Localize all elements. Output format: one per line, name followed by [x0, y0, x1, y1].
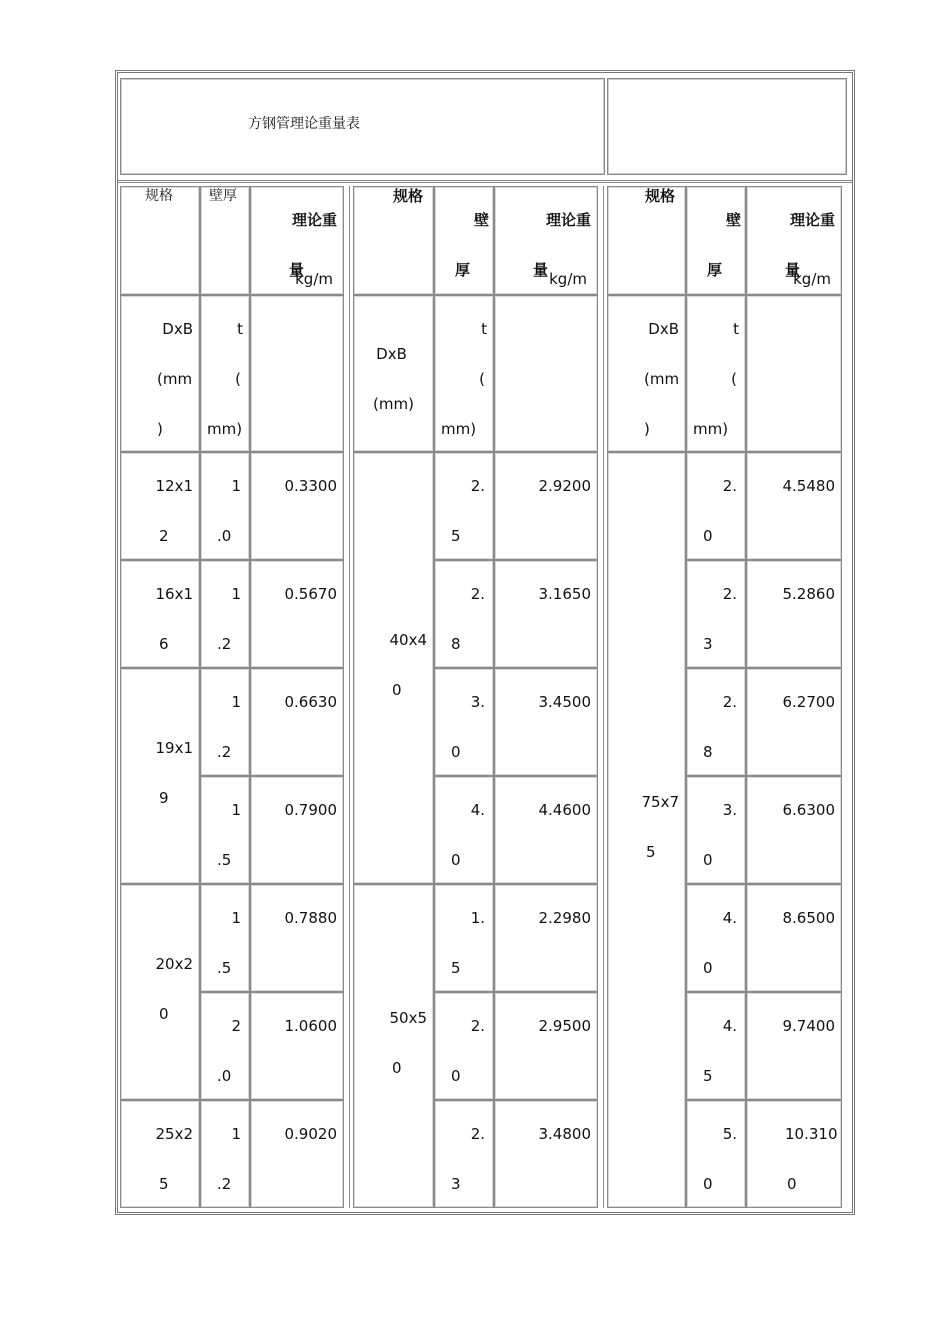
- cell-text: .0: [217, 1067, 232, 1085]
- cell-text: 1: [231, 477, 241, 495]
- cell-text: 3.: [722, 801, 737, 819]
- cell-text: 壁: [725, 211, 741, 229]
- cell-text: t: [481, 320, 487, 338]
- cell-text: DxB: [648, 320, 679, 338]
- thickness-cell: [200, 992, 250, 1100]
- cell-text: 0: [703, 959, 713, 977]
- spec-cell: [353, 884, 434, 1208]
- unit-t: [686, 295, 746, 452]
- cell-text: .0: [217, 527, 232, 545]
- cell-text: 50x5: [389, 1009, 427, 1027]
- unit-dxb: [607, 295, 686, 452]
- weight-cell: [250, 992, 344, 1100]
- weight-cell: [250, 1100, 344, 1208]
- thickness-cell: [434, 884, 494, 992]
- title-empty-cell: [607, 78, 847, 175]
- thickness-cell: [686, 884, 746, 992]
- cell-text: 5: [703, 1067, 713, 1085]
- weight-cell: [250, 776, 344, 884]
- cell-text: 理论重: [545, 211, 591, 229]
- weight-cell: [494, 452, 598, 560]
- thickness-cell: [434, 560, 494, 668]
- cell-text: ): [644, 420, 650, 438]
- thickness-cell: [200, 560, 250, 668]
- thickness-cell: [686, 1100, 746, 1208]
- thickness-cell: [434, 1100, 494, 1208]
- thickness-cell: [686, 776, 746, 884]
- cell-text: 0: [703, 527, 713, 545]
- cell-text: 40x4: [389, 631, 427, 649]
- cell-text: 5: [451, 527, 461, 545]
- cell-text: t: [237, 320, 243, 338]
- weight-cell: [746, 776, 842, 884]
- weight-cell: [746, 452, 842, 560]
- cell-text: 0: [159, 1005, 169, 1023]
- cell-text: 量: [533, 261, 549, 279]
- cell-text: 1.: [470, 909, 485, 927]
- cell-text: 6: [159, 635, 169, 653]
- spec-cell: [120, 1100, 200, 1208]
- weight-cell: [250, 452, 344, 560]
- weight-cell: [494, 1100, 598, 1208]
- cell-text: 3: [703, 635, 713, 653]
- cell-text: 壁厚: [209, 188, 237, 204]
- cell-text: 1: [231, 1125, 241, 1143]
- cell-text: 1: [231, 909, 241, 927]
- cell-text: 壁: [473, 211, 489, 229]
- cell-text: (: [731, 370, 737, 388]
- spec-cell: [120, 560, 200, 668]
- cell-text: (mm: [157, 370, 193, 388]
- cell-text: 3.4800: [538, 1125, 591, 1143]
- spec-cell: [353, 452, 434, 884]
- cell-text: 8: [703, 743, 713, 761]
- cell-text: 2.9200: [538, 477, 591, 495]
- cell-text: .2: [217, 1175, 232, 1193]
- cell-text: 4.: [470, 801, 485, 819]
- cell-text: 2.: [722, 585, 737, 603]
- cell-text: .5: [217, 851, 232, 869]
- cell-text: 规格: [392, 187, 423, 205]
- weight-cell: [494, 560, 598, 668]
- cell-text: 2.9500: [538, 1017, 591, 1035]
- thickness-cell: [686, 452, 746, 560]
- thickness-cell: [686, 560, 746, 668]
- cell-text: DxB: [376, 345, 407, 363]
- header-spec: [120, 186, 200, 295]
- cell-text: (mm: [644, 370, 680, 388]
- cell-text: 0.9020: [284, 1125, 337, 1143]
- cell-text: 2.: [722, 477, 737, 495]
- cell-text: 5: [159, 1175, 169, 1193]
- header-thickness: [200, 186, 250, 295]
- thickness-cell: [434, 992, 494, 1100]
- thickness-cell: [686, 668, 746, 776]
- cell-text: 2.: [470, 585, 485, 603]
- weight-cell: [250, 668, 344, 776]
- cell-text: 1: [231, 801, 241, 819]
- cell-text: 9.7400: [782, 1017, 835, 1035]
- weight-cell: [494, 776, 598, 884]
- cell-text: 0: [703, 851, 713, 869]
- weight-cell: [494, 884, 598, 992]
- thickness-cell: [686, 992, 746, 1100]
- header-spec: [607, 186, 686, 295]
- header-thickness: [686, 186, 746, 295]
- unit-kg: [746, 270, 842, 452]
- cell-text: 12x1: [155, 477, 193, 495]
- cell-text: 5: [451, 959, 461, 977]
- thickness-cell: [200, 1100, 250, 1208]
- cell-text: t: [733, 320, 739, 338]
- unit-dxb: [353, 295, 434, 452]
- cell-text: 4.5480: [782, 477, 835, 495]
- thickness-cell: [200, 668, 250, 776]
- cell-text: 6.2700: [782, 693, 835, 711]
- weight-cell: [250, 884, 344, 992]
- weight-cell: [746, 668, 842, 776]
- unit-kg: [494, 270, 598, 452]
- cell-text: 2.: [470, 1017, 485, 1035]
- thickness-cell: [200, 776, 250, 884]
- cell-text: (: [479, 370, 485, 388]
- thickness-cell: [200, 884, 250, 992]
- cell-text: 9: [159, 789, 169, 807]
- cell-text: 0.5670: [284, 585, 337, 603]
- header-spec: [353, 186, 434, 295]
- spec-cell: [120, 668, 200, 884]
- cell-text: 4.: [722, 909, 737, 927]
- cell-text: 5.: [722, 1125, 737, 1143]
- cell-text: (mm): [373, 395, 414, 413]
- cell-text: 4.: [722, 1017, 737, 1035]
- cell-text: 0.3300: [284, 477, 337, 495]
- cell-text: 1.0600: [284, 1017, 337, 1035]
- cell-text: kg/m: [295, 270, 333, 288]
- cell-text: .5: [217, 959, 232, 977]
- cell-text: 8: [451, 635, 461, 653]
- cell-text: 2.: [470, 477, 485, 495]
- cell-text: 0: [703, 1175, 713, 1193]
- cell-text: 0: [451, 1067, 461, 1085]
- cell-text: 16x1: [155, 585, 193, 603]
- cell-text: 2.2980: [538, 909, 591, 927]
- column-gap: [343, 186, 350, 1208]
- weight-cell: [250, 560, 344, 668]
- weight-cell: [746, 992, 842, 1100]
- thickness-cell: [434, 776, 494, 884]
- cell-text: 75x7: [641, 793, 679, 811]
- thickness-cell: [434, 452, 494, 560]
- cell-text: 0.7900: [284, 801, 337, 819]
- weight-cell: [746, 560, 842, 668]
- cell-text: 厚: [455, 261, 471, 279]
- cell-text: 1: [231, 585, 241, 603]
- cell-text: 2.: [722, 693, 737, 711]
- cell-text: 2: [231, 1017, 241, 1035]
- spec-cell: [607, 452, 686, 1208]
- cell-text: mm): [441, 420, 477, 438]
- column-gap: [597, 186, 604, 1208]
- cell-text: 10.310: [785, 1125, 838, 1143]
- page-title: 方钢管理论重量表: [248, 116, 360, 132]
- cell-text: 2.: [470, 1125, 485, 1143]
- cell-text: 3: [451, 1175, 461, 1193]
- cell-text: ): [157, 420, 163, 438]
- cell-text: [354, 304, 429, 329]
- cell-text: 3.: [470, 693, 485, 711]
- weight-cell: [494, 992, 598, 1100]
- cell-text: 5: [646, 843, 656, 861]
- cell-text: 规格: [145, 188, 173, 204]
- cell-text: 20x2: [155, 955, 193, 973]
- cell-text: 0: [451, 743, 461, 761]
- cell-text: kg/m: [793, 270, 831, 288]
- title-cell: [120, 78, 605, 175]
- cell-text: 3.4500: [538, 693, 591, 711]
- thickness-cell: [200, 452, 250, 560]
- cell-text: 2: [159, 527, 169, 545]
- cell-text: 6.6300: [782, 801, 835, 819]
- cell-text: 1: [231, 693, 241, 711]
- cell-text: .2: [217, 743, 232, 761]
- cell-text: 4.4600: [538, 801, 591, 819]
- cell-text: mm): [207, 420, 243, 438]
- cell-text: 19x1: [155, 739, 193, 757]
- unit-t: [434, 295, 494, 452]
- cell-text: DxB: [162, 320, 193, 338]
- thickness-cell: [434, 668, 494, 776]
- weight-cell: [746, 1100, 842, 1208]
- cell-text: 8.6500: [782, 909, 835, 927]
- cell-text: 0.6630: [284, 693, 337, 711]
- spec-cell: [120, 884, 200, 1100]
- cell-text: 0: [787, 1175, 797, 1193]
- cell-text: .2: [217, 635, 232, 653]
- cell-text: (: [235, 370, 241, 388]
- cell-text: 0: [392, 1059, 402, 1077]
- cell-text: mm): [693, 420, 729, 438]
- spec-cell: [120, 452, 200, 560]
- unit-t: [200, 295, 250, 452]
- weight-cell: [746, 884, 842, 992]
- unit-kg: [250, 270, 344, 452]
- unit-dxb: [120, 295, 200, 452]
- cell-text: 厚: [707, 261, 723, 279]
- cell-text: 0: [392, 681, 402, 699]
- cell-text: 量: [289, 261, 305, 279]
- cell-text: 0.7880: [284, 909, 337, 927]
- cell-text: 理论重: [789, 211, 835, 229]
- cell-text: 5.2860: [782, 585, 835, 603]
- cell-text: 25x2: [155, 1125, 193, 1143]
- cell-text: 理论重: [291, 211, 337, 229]
- weight-cell: [494, 668, 598, 776]
- cell-text: 0: [451, 851, 461, 869]
- cell-text: 量: [785, 261, 801, 279]
- cell-text: 规格: [644, 187, 675, 205]
- cell-text: 3.1650: [538, 585, 591, 603]
- cell-text: kg/m: [549, 270, 587, 288]
- header-thickness: [434, 186, 494, 295]
